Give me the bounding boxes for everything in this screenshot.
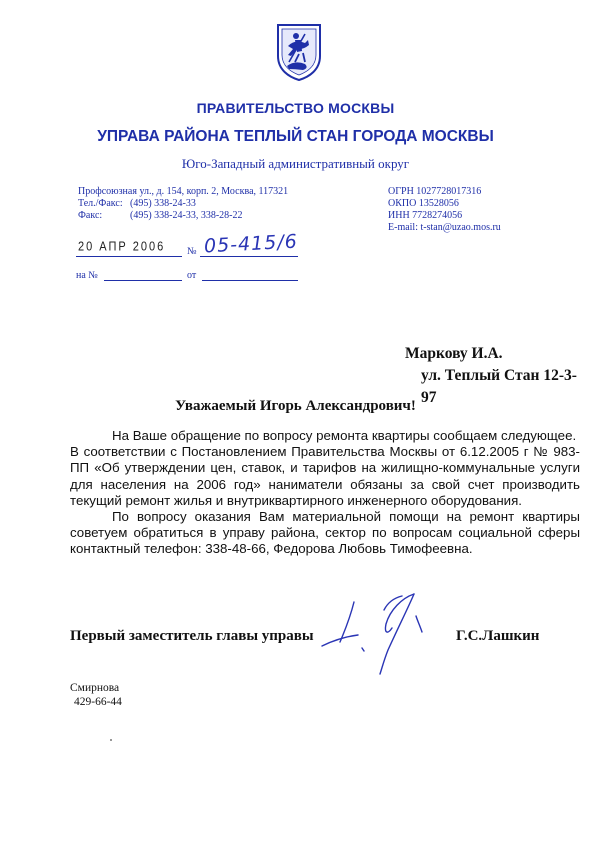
paragraph-1: На Ваше обращение по вопросу ремонта квартиры сообщаем следующее. bbox=[112, 428, 577, 443]
executor-block bbox=[70, 681, 122, 709]
signer-name: Г.С.Лашкин bbox=[456, 628, 540, 644]
okrug-subtitle: Юго-Западный административный округ bbox=[181, 156, 410, 171]
date-underline bbox=[76, 256, 182, 257]
in-reply-underline bbox=[104, 280, 182, 281]
scan-speck bbox=[110, 739, 112, 741]
from-underline bbox=[202, 280, 298, 281]
government-title: ПРАВИТЕЛЬСТВО МОСКВЫ bbox=[196, 100, 395, 116]
from-label: от bbox=[187, 270, 197, 281]
email: E-mail: t-stan@uzao.mos.ru bbox=[388, 222, 501, 233]
executor-name: Смирнова bbox=[70, 682, 120, 694]
date-stamp: 20 АПР 2006 bbox=[78, 240, 166, 254]
number-label: № bbox=[187, 246, 197, 257]
registration-codes bbox=[388, 186, 501, 234]
tel-value: (495) 338-24-33 bbox=[130, 198, 196, 209]
in-reply-label: на № bbox=[76, 270, 98, 281]
inn: ИНН 7728274056 bbox=[388, 210, 463, 221]
handwritten-signature bbox=[318, 588, 440, 676]
signer-position: Первый заместитель главы управы bbox=[70, 628, 314, 644]
greeting: Уважаемый Игорь Александрович! bbox=[175, 398, 416, 414]
fax-line bbox=[78, 210, 288, 222]
paragraph-2: В соответствии с Постановлением Правительства Москвы от 6.12.2005 г № 983-ПП «Об утверждении цен, ставок, и тарифов на жилищно-коммунальные услуги для населения на 2006 год» наниматели обязаны за свой счет производить текущий ремонт жилья и внутриквартирного инженерного оборудования. bbox=[70, 444, 580, 508]
handwritten-reg-number: 05-415/6 bbox=[203, 230, 299, 258]
moscow-coat-of-arms-icon bbox=[275, 22, 323, 82]
addressee-name: Маркову И.А. bbox=[405, 345, 503, 362]
letter-body bbox=[70, 428, 580, 558]
paragraph-3: По вопросу оказания Вам материальной помощи на ремонт квартиры советуем обратиться в управу района, сектор по вопросам социальной сферы контактный телефон: 338-48-66, Федорова Любовь Тимофеевна. bbox=[70, 509, 580, 557]
fax-value: (495) 338-24-33, 338-28-22 bbox=[130, 210, 243, 221]
uprava-title: УПРАВА РАЙОНА ТЕПЛЫЙ СТАН ГОРОДА МОСКВЫ bbox=[97, 128, 494, 145]
address-line: Профсоюзная ул., д. 154, корп. 2, Москва, 117321 bbox=[78, 186, 289, 197]
fax-label: Факс: bbox=[78, 210, 103, 221]
okpo: ОКПО 13528056 bbox=[388, 198, 459, 209]
contact-block bbox=[78, 186, 288, 222]
executor-phone: 429-66-44 bbox=[74, 696, 122, 708]
tel-label: Тел./Факс: bbox=[78, 198, 123, 209]
addressee-address: ул. Теплый Стан 12-3-97 bbox=[421, 367, 577, 406]
ogrn: ОГРН 1027728017316 bbox=[388, 186, 482, 197]
tel-line bbox=[78, 198, 288, 210]
